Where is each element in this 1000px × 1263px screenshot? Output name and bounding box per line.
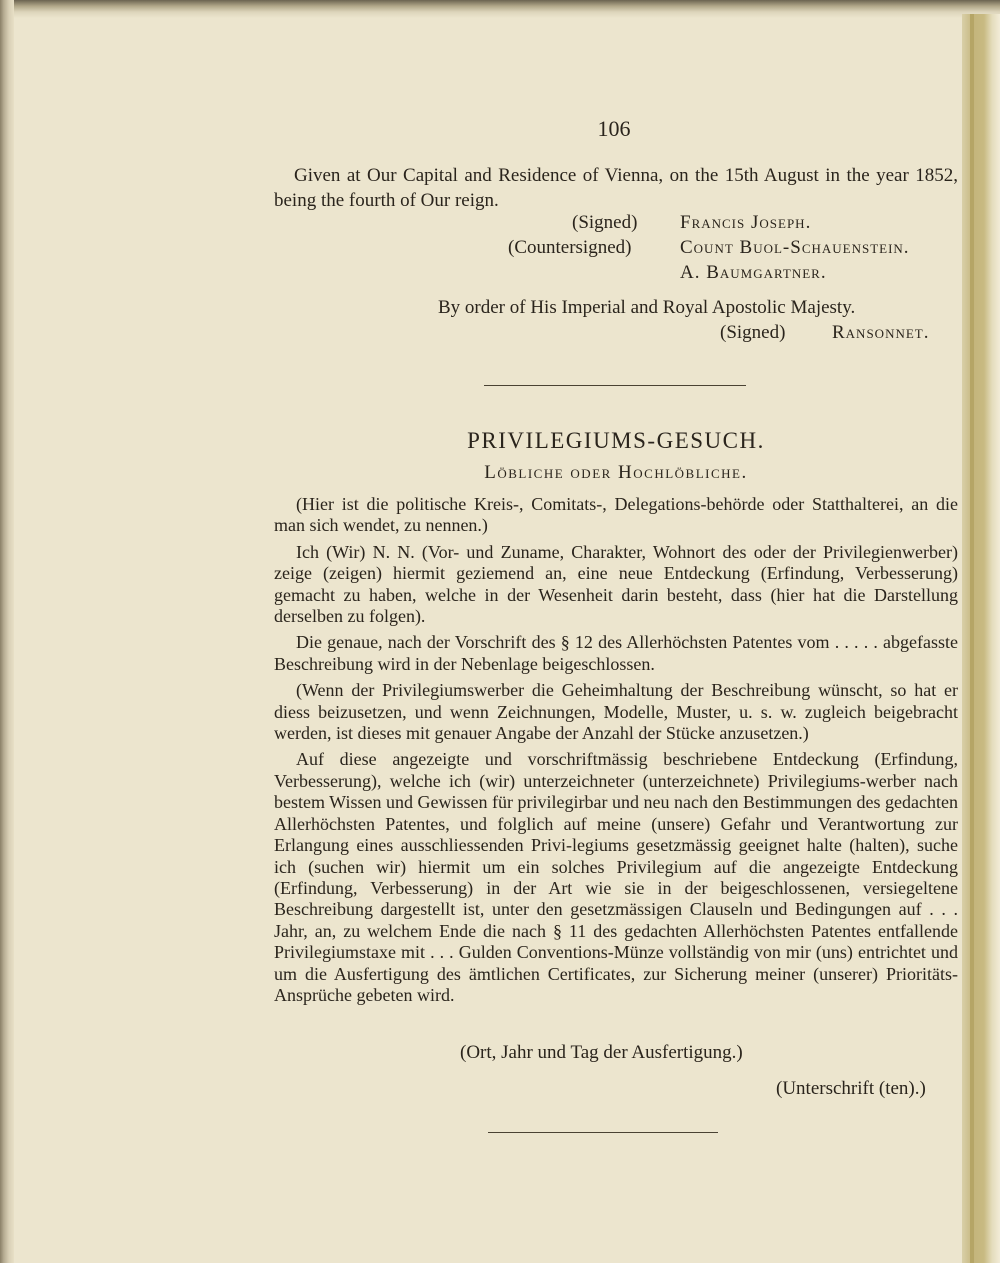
petition-body [274,494,958,1011]
by-order-line: By order of His Imperial and Royal Apostolic Majesty. [438,297,856,318]
order-signed-name: Ransonnet. [832,322,930,343]
signed-name: Francis Joseph. [680,212,812,233]
section-divider-top [484,385,746,386]
place-date-line: (Ort, Jahr und Tag der Ausfertigung.) [460,1042,743,1063]
paragraph-description: Die genaue, nach der Vorschrift des § 12 des Allerhöchsten Patentes vom . . . . . abgefasste Beschreibung wird in der Nebenlage beigeschlossen. [274,632,958,674]
given-at-paragraph [274,163,958,213]
page-number: 106 [597,116,631,141]
paragraph-declaration: Ich (Wir) N. N. (Vor- und Zuname, Charakter, Wohnort des oder der Privilegienwerber) zeige (zeigen) hiermit geziemend an, eine neue Entdeckung (Erfindung, Verbesserung) gemacht zu haben, welche in der Wesenheit darin besteht, dass (hier hat die Darstellung derselben zu folgen). [274,541,958,627]
paragraph-authority: (Hier ist die politische Kreis-, Comitats-, Delegations-behörde oder Statthalterei, an die man sich wendet, zu nennen.) [274,494,958,536]
countersigned-name: Count Buol-Schauenstein. [680,237,910,258]
document-subtitle: Löbliche oder Hochlöbliche. [484,462,748,483]
given-text: Given at Our Capital and Residence of Vienna, on the 15th August in the year 1852, being the fourth of Our reign. [274,165,958,211]
document-title: PRIVILEGIUMS-GESUCH. [467,428,765,453]
paragraph-request: Auf diese angezeigte und vorschriftmässig beschriebene Entdeckung (Erfindung, Verbesserung), welche ich (wir) unterzeichneter (unterzeichnete) Privilegiums-werber nach bestem Wissen und Gewissen für privilegirbar und neu nach den Bestimmungen des gedachten Allerhöchsten Patentes, und folglich auf meine (unsere) Gefahr und Verantwortung zur Erlangung eines ausschliessenden Privi-legiums gesetzmässig geeignet halte (halten), suche ich (suchen wir) hiermit um ein solches Privilegium auf die angezeigte Entdeckung (Erfindung, Verbesserung) in der Art wie sie in der beigeschlossenen, versiegeltene Beschreibung dargestellt ist, unter den gesetzmässigen Clauseln und Bedingungen auf . . . Jahr, an, zu welchem Ende die nach § 11 des gedachten Allerhöchsten Patentes entfallende Privilegiumstaxe mit . . . Gulden Conventions-Münze vollständig von mir (uns) entrichtet und um die Ausfertigung des ämtlichen Certificates, zur Sicherung meiner (unserer) Prioritäts-Ansprüche gebeten wird. [274,749,958,1005]
section-divider-bottom [488,1132,718,1133]
countersigned-label: (Countersigned) [508,237,632,258]
second-countersigned-name: A. Baumgartner. [680,262,827,283]
order-signed-label: (Signed) [720,322,786,343]
signed-label: (Signed) [572,212,638,233]
paragraph-secrecy: (Wenn der Privilegiumswerber die Geheimhaltung der Beschreibung wünscht, so hat er diess beizusetzen, und wenn Zeichnungen, Modelle, Muster, u. s. w. zugleich beigebracht werden, ist dieses mit genauer Angabe der Anzahl der Stücke anzusetzen.) [274,680,958,744]
signature-line: (Unterschrift (ten).) [776,1078,926,1099]
